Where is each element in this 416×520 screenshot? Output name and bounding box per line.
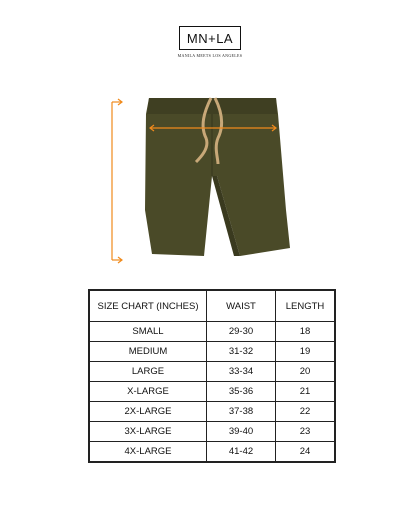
header-length: LENGTH xyxy=(276,291,335,322)
waist-cell: 41-42 xyxy=(207,442,276,462)
table-header-row xyxy=(90,291,335,322)
table-row xyxy=(90,382,335,402)
header-waist: WAIST xyxy=(207,291,276,322)
length-cell: 22 xyxy=(276,402,335,422)
product-image xyxy=(100,92,330,264)
length-cell: 18 xyxy=(276,322,335,342)
waist-cell: 39-40 xyxy=(207,422,276,442)
table-row xyxy=(90,342,335,362)
length-cell: 23 xyxy=(276,422,335,442)
shorts-illustration xyxy=(145,98,290,256)
table-row xyxy=(90,402,335,422)
waist-cell: 35-36 xyxy=(207,382,276,402)
size-cell: 4X-LARGE xyxy=(90,442,207,462)
waist-cell: 29-30 xyxy=(207,322,276,342)
brand-logo-text: MN+LA xyxy=(186,30,234,46)
size-cell: LARGE xyxy=(90,362,207,382)
table-row xyxy=(90,322,335,342)
size-cell: SMALL xyxy=(90,322,207,342)
table-row xyxy=(90,422,335,442)
size-cell: 3X-LARGE xyxy=(90,422,207,442)
brand-logo xyxy=(179,26,241,50)
length-cell: 20 xyxy=(276,362,335,382)
header-size: SIZE CHART (INCHES) xyxy=(90,291,207,322)
length-cell: 19 xyxy=(276,342,335,362)
size-cell: MEDIUM xyxy=(90,342,207,362)
size-cell: X-LARGE xyxy=(90,382,207,402)
length-measure-indicator xyxy=(112,99,122,263)
table-row xyxy=(90,362,335,382)
table-row xyxy=(90,442,335,462)
brand-tagline: MANILA MEETS LOS ANGELES xyxy=(177,53,243,58)
size-chart-table xyxy=(89,290,335,462)
size-cell: 2X-LARGE xyxy=(90,402,207,422)
waist-cell: 37-38 xyxy=(207,402,276,422)
waist-cell: 31-32 xyxy=(207,342,276,362)
length-cell: 21 xyxy=(276,382,335,402)
length-cell: 24 xyxy=(276,442,335,462)
waist-cell: 33-34 xyxy=(207,362,276,382)
